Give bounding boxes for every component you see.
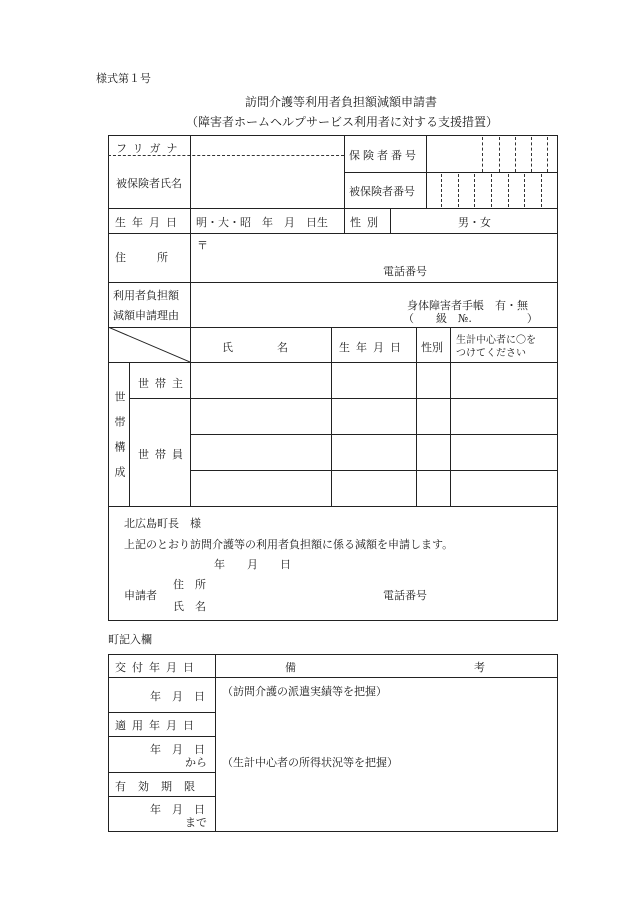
declaration-phone-label: 電話番号 — [383, 589, 427, 602]
declaration-name-label: 氏 名 — [173, 600, 206, 613]
form-subtitle: （障害者ホームヘルプサービス利用者に対する支援措置） — [186, 115, 499, 129]
insured-name-label: 被保険者氏名 — [116, 177, 182, 190]
form-number: 様式第１号 — [96, 72, 151, 85]
address-label: 住 所 — [115, 251, 178, 264]
issue-date-label: 交付年月日 — [115, 661, 200, 674]
household-member-label: 世帯員 — [138, 448, 189, 461]
remarks-label-1: 備 — [285, 661, 296, 674]
insured-number-label: 被保険者番号 — [349, 185, 415, 198]
header-diagonal — [108, 327, 190, 362]
col-name-header: 氏 名 — [222, 341, 288, 354]
applicant-label: 申請者 — [124, 589, 157, 602]
household-section-label: 世帯構成 — [113, 391, 126, 491]
reason-label-line2: 減額申請理由 — [113, 309, 179, 322]
col-gender-header: 性別 — [421, 341, 443, 354]
household-head-label: 世帯主 — [138, 377, 189, 390]
col-mark-header-2: つけてください — [456, 348, 526, 359]
birthdate-label: 生年月日 — [115, 216, 183, 229]
office-section-heading: 町記入欄 — [108, 633, 152, 646]
note-dispatch: （訪問介護の派遣実績等を把握） — [222, 685, 387, 698]
gender-label: 性別 — [350, 216, 384, 229]
era-birthdate: 明・大・昭 年 月 日生 — [196, 216, 328, 229]
validity-ymd: 年 月 日 — [150, 803, 205, 816]
issue-date-ymd: 年 月 日 — [150, 690, 205, 703]
disability-handbook-label: 身体障害者手帳 有・無 — [407, 299, 528, 312]
from-suffix: から — [185, 756, 207, 769]
validity-label: 有効期限 — [115, 780, 207, 793]
applied-date-label: 適用年月日 — [115, 719, 200, 732]
addressee: 北広島町長 様 — [124, 517, 201, 530]
applied-date-ymd: 年 月 日 — [150, 743, 205, 756]
disability-grade: （ 級 №. ） — [403, 312, 538, 325]
declaration-address-label: 住 所 — [173, 578, 206, 591]
phone-label: 電話番号 — [383, 265, 427, 278]
reason-label-line1: 利用者負担額 — [113, 289, 179, 302]
postal-mark: 〒 — [197, 239, 208, 252]
insurer-number-label: 保険者番号 — [349, 149, 419, 162]
col-birthdate-header: 生年月日 — [339, 341, 407, 354]
col-mark-header-1: 生計中心者に〇を — [456, 335, 536, 346]
until-suffix: まで — [185, 816, 207, 829]
declaration-date: 年 月 日 — [214, 558, 291, 571]
remarks-label-2: 考 — [474, 661, 485, 674]
declaration-statement: 上記のとおり訪問介護等の利用者負担額に係る減額を申請します。 — [124, 538, 454, 551]
gender-options: 男・女 — [458, 216, 491, 229]
note-income: （生計中心者の所得状況等を把握） — [222, 756, 398, 769]
form-title: 訪問介護等利用者負担額減額申請書 — [245, 95, 438, 109]
furigana-label: フリガナ — [116, 142, 184, 155]
